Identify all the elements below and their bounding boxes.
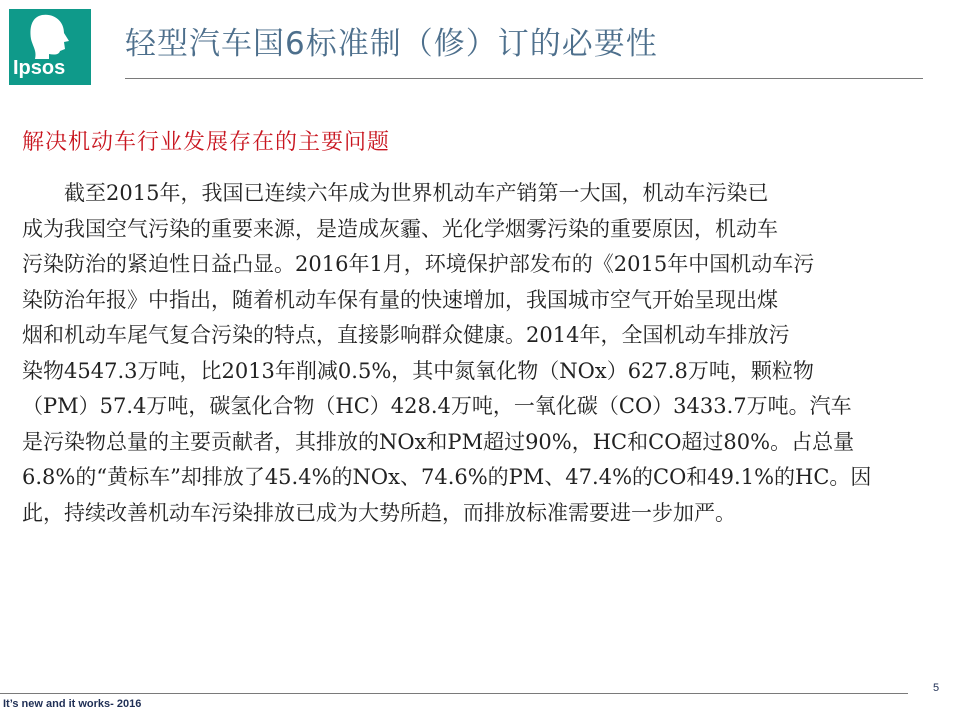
paragraph-line: 6.8%的“黄标车”却排放了45.4%的NOx、74.6%的PM、47.4%的CO和49.1%的HC。因 [22, 465, 872, 489]
paragraph-line: 染防治年报》中指出，随着机动车保有量的快速增加，我国城市空气开始呈现出煤 [22, 287, 778, 312]
paragraph-line: （PM）57.4万吨，碳氢化合物（HC）428.4万吨，一氧化碳（CO）3433.7万吨。汽车 [22, 394, 852, 418]
ipsos-logo [9, 9, 91, 85]
title-divider [125, 78, 923, 79]
footer-tagline: It’s new and it works- 2016 [3, 698, 142, 710]
paragraph-line: 烟和机动车尾气复合污染的特点，直接影响群众健康。2014年，全国机动车排放污 [22, 323, 790, 347]
page-number: 5 [933, 682, 940, 694]
paragraph-line: 污染防治的紧迫性日益凸显。2016年1月，环境保护部发布的《2015年中国机动车污 [22, 252, 815, 276]
paragraph-line: 成为我国空气污染的重要来源，是造成灰霾、光化学烟雾污染的重要原因，机动车 [22, 216, 778, 241]
paragraph-line: 是污染物总量的主要贡献者，其排放的NOx和PM超过90%，HC和CO超过80%。占总量 [22, 429, 855, 454]
page-title: 轻型汽车国6标准制（修）订的必要性 [125, 26, 658, 62]
footer-divider [0, 693, 908, 694]
paragraph-line: 染物4547.3万吨，比2013年削减0.5%，其中氮氧化物（NOx）627.8万吨，颗粒物 [22, 358, 814, 383]
paragraph-line: 截至2015年，我国已连续六年成为世界机动车产销第一大国，机动车污染已 [22, 181, 769, 205]
logo-text: Ipsos [13, 57, 66, 79]
section-heading: 解决机动车行业发展存在的主要问题 [22, 130, 391, 155]
body-paragraph [22, 176, 947, 531]
paragraph-line: 此，持续改善机动车污染排放已成为大势所趋，而排放标准需要进一步加严。 [22, 500, 736, 525]
